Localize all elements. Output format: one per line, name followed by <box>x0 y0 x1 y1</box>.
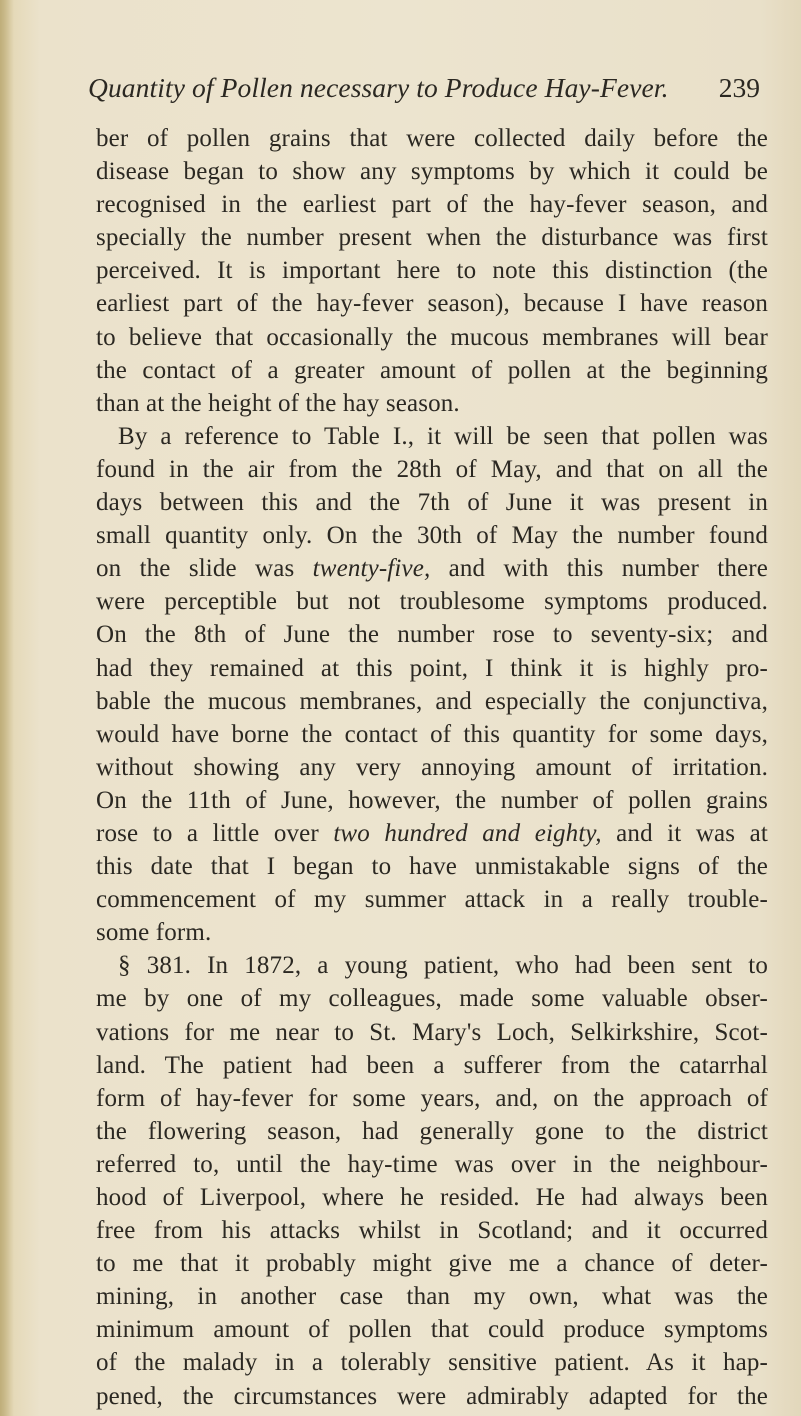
text-line: mining, in another case than my own, what was the <box>96 1283 768 1311</box>
text-line: referred to, until the hay-time was over in the neighbour- <box>96 1150 768 1178</box>
text-line: minimum amount of pollen that could produce symptoms <box>96 1316 768 1344</box>
text-line: days between this and the 7th of June it was present in <box>96 489 768 517</box>
text-line: perceived. It is important here to note this distinction (the <box>96 257 768 285</box>
text-line: had they remained at this point, I think it is highly pro- <box>96 654 768 682</box>
text-line: of the malady in a tolerably sensitive patient. As it hap- <box>96 1349 768 1377</box>
text-line: found in the air from the 28th of May, and that on all the <box>96 455 768 483</box>
text-line: some form. <box>96 919 212 947</box>
emphasis-number: twenty-five, <box>312 555 431 583</box>
text-line: were perceptible but not troublesome symptoms produced. <box>96 588 768 616</box>
page-header <box>88 72 760 112</box>
text-line: the flowering season, had generally gone to the district <box>96 1117 768 1145</box>
text-line: than at the height of the hay season. <box>96 389 460 417</box>
text-line: form of hay-fever for some years, and, on the approach of <box>96 1084 768 1112</box>
text-line: ber of pollen grains that were collected daily before the <box>96 125 768 152</box>
text-line: to believe that occasionally the mucous membranes will bear <box>96 323 768 351</box>
text-line: this date that I began to have unmistakable signs of the <box>96 853 768 881</box>
text-line: § 381. In 1872, a young patient, who had been sent to <box>118 952 768 980</box>
text-run: on the slide was <box>96 555 313 583</box>
page-number: 239 <box>718 72 760 103</box>
text-line: me by one of my colleagues, made some valuable obser- <box>96 985 768 1013</box>
text-line: commencement of my summer attack in a really trouble- <box>96 886 768 914</box>
text-line: the contact of a greater amount of pollen at the beginning <box>96 356 768 384</box>
page-gutter-shadow <box>0 0 14 1416</box>
text-line: vations for me near to St. Mary's Loch, Selkirkshire, Scot- <box>96 1018 768 1046</box>
text-line-mixed <box>96 552 768 585</box>
text-line: free from his attacks whilst in Scotland; and it occurred <box>96 1217 768 1245</box>
text-line: to me that it probably might give me a chance of deter- <box>96 1250 768 1278</box>
text-line-mixed <box>96 817 768 850</box>
emphasis-number: two hundred and eighty, <box>333 819 602 847</box>
text-line: On the 11th of June, however, the number of pollen grains <box>96 786 768 814</box>
text-line: without showing any very annoying amount of irritation. <box>96 753 768 781</box>
text-line: pened, the circumstances were admirably adapted for the <box>96 1382 768 1410</box>
text-line: By a reference to Table I., it will be seen that pollen was <box>118 422 768 450</box>
text-line: earliest part of the hay-fever season), because I have reason <box>96 290 768 318</box>
text-line: recognised in the earliest part of the hay-fever season, and <box>96 191 768 219</box>
text-run: and it was at <box>601 819 768 847</box>
text-line: hood of Liverpool, where he resided. He had always been <box>96 1184 768 1211</box>
text-line: disease began to show any symptoms by which it could be <box>96 158 768 186</box>
text-line: land. The patient had been a sufferer from the catarrhal <box>96 1051 768 1079</box>
text-line: would have borne the contact of this quantity for some days, <box>96 720 768 748</box>
text-line: bable the mucous membranes, and especially the conjunctiva, <box>96 687 768 715</box>
text-line: On the 8th of June the number rose to seventy-six; and <box>96 621 768 649</box>
text-run: rose to a little over <box>96 819 334 847</box>
text-run: and with this number there <box>430 555 768 583</box>
body-text <box>96 122 768 1413</box>
running-title: Quantity of Pollen necessary to Produce Hay-Fever. <box>88 72 669 103</box>
text-line: specially the number present when the disturbance was first <box>96 224 768 252</box>
text-line: small quantity only. On the 30th of May the number found <box>96 522 768 550</box>
